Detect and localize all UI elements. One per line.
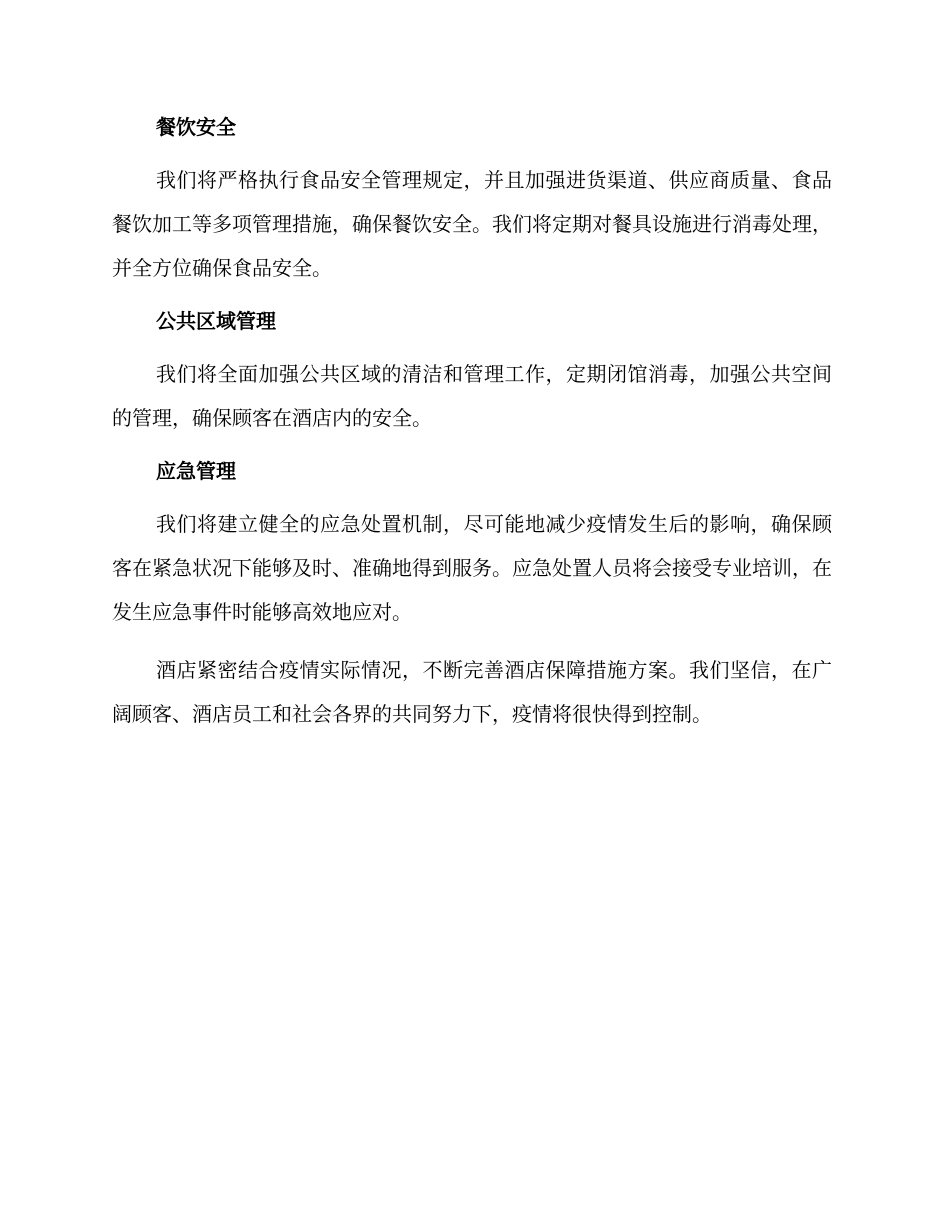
closing-paragraph: 酒店紧密结合疫情实际情况，不断完善酒店保障措施方案。我们坚信，在广阔顾客、酒店员工和社会各界的共同努力下，疫情将很快得到控制。 xyxy=(112,658,832,726)
section-heading-public-area: 公共区域管理 xyxy=(156,309,276,333)
section-paragraph-emergency: 我们将建立健全的应急处置机制，尽可能地减少疫情发生后的影响，确保顾客在紧急状况下能够及时、准确地得到服务。应急处置人员将会接受专业培训，在发生应急事件时能够高效地应对。 xyxy=(112,512,832,624)
section-paragraph-dining-safety: 我们将严格执行食品安全管理规定，并且加强进货渠道、供应商质量、食品餐饮加工等多项管理措施，确保餐饮安全。我们将定期对餐具设施进行消毒处理，并全方位确保食品安全。 xyxy=(112,168,832,280)
document-page xyxy=(112,110,832,750)
section-heading-emergency: 应急管理 xyxy=(156,459,236,483)
section-heading-dining-safety: 餐饮安全 xyxy=(156,115,236,139)
section-paragraph-public-area: 我们将全面加强公共区域的清洁和管理工作，定期闭馆消毒，加强公共空间的管理，确保顾客在酒店内的安全。 xyxy=(112,362,832,430)
